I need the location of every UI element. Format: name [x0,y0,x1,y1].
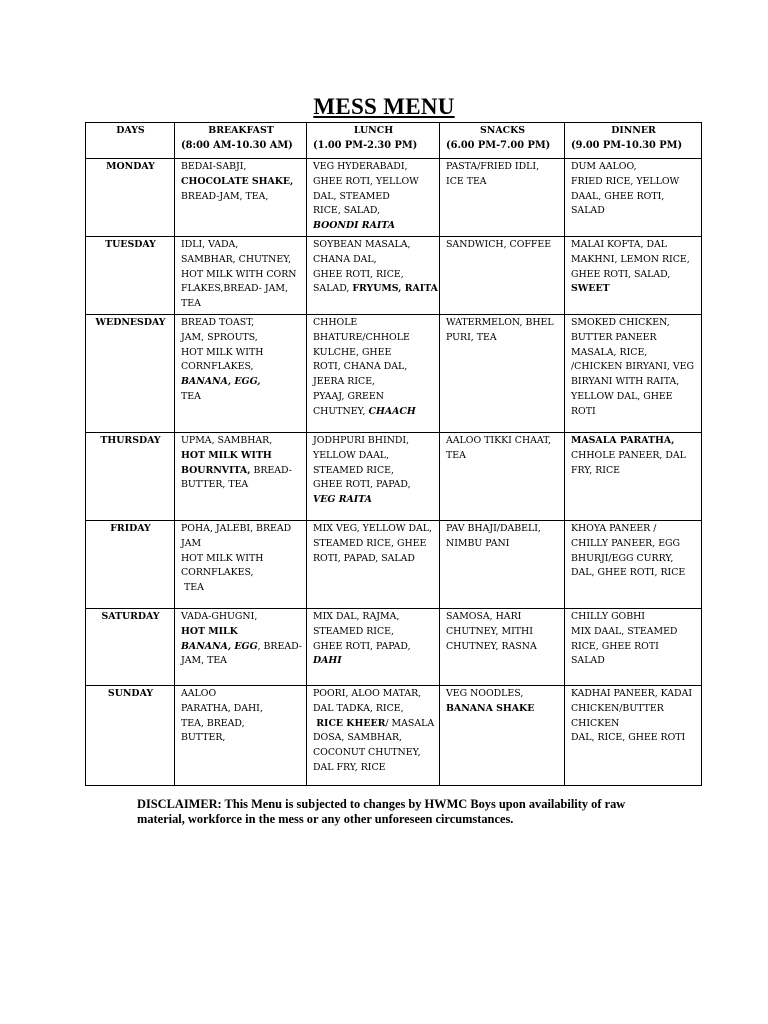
header-dinner-time: (9.00 PM-10.30 PM) [571,139,683,151]
menu-line: FRY, RICE [571,464,620,476]
cell-thursday-dinner [565,432,702,520]
menu-line: ROTI, CHANA DAL, [313,361,408,373]
cell-friday-snacks [440,520,565,608]
menu-line: BEDAI-SABJI, [181,161,247,172]
cell-sunday-snacks [440,685,565,785]
header-days: DAYS [86,123,175,159]
menu-text: FRYUMS, RAITA [352,283,438,295]
menu-line: BIRYANI WITH RAITA, [571,376,680,388]
cell-friday-breakfast [175,520,307,608]
menu-line: SANDWICH, COFFEE [446,238,552,250]
menu-line: KHOYA PANEER / [571,522,657,534]
menu-line: HOT MILK WITH [181,449,272,461]
menu-line: DAL, RICE, GHEE ROTI [571,732,686,744]
menu-line: ROTI, PAPAD, SALAD [313,552,415,564]
header-lunch-name: LUNCH [353,125,394,136]
cell-monday-lunch [307,159,440,237]
menu-line [313,405,434,420]
day-tuesday: TUESDAY [86,236,175,314]
menu-line: /CHICKEN BIRYANI, VEG [571,361,694,373]
menu-line: SALAD [571,655,605,667]
header-row [86,123,702,159]
header-lunch [307,123,440,159]
menu-line: CORNFLAKES, [181,567,254,579]
menu-line: STEAMED RICE, [313,464,394,476]
menu-line: BUTTER, TEA [181,479,249,491]
menu-line: HOT MILK WITH CORN [181,268,297,280]
menu-line: RICE, GHEE ROTI [571,640,659,652]
header-lunch-time: (1.00 PM-2.30 PM) [313,139,418,151]
menu-line: BREAD-JAM, TEA, [181,190,269,202]
disclaimer-line-1: DISCLAIMER: This Menu is subjected to changes by HWMC Boys upon availability of raw [137,797,626,811]
menu-line: SAMOSA, HARI [446,610,522,622]
menu-line: JAM, TEA [181,655,227,667]
row-wednesday [86,314,702,432]
menu-line: BUTTER PANEER [571,331,657,343]
cell-wednesday-breakfast [175,314,307,432]
menu-line: JAM, SPROUTS, [181,331,258,343]
cell-tuesday-breakfast [175,236,307,314]
cell-friday-lunch [307,520,440,608]
menu-line: SOYBEAN MASALA, [313,238,411,250]
menu-line: PYAAJ, GREEN [313,390,384,402]
row-saturday [86,608,702,685]
menu-line: FLAKES,BREAD- JAM, [181,283,288,295]
menu-line: DAHI [313,655,342,667]
day-saturday: SATURDAY [86,608,175,685]
menu-text: SALAD, [313,283,350,295]
menu-line: CORNFLAKES, [181,361,254,373]
menu-line [313,282,438,297]
menu-line: VEG RAITA [313,494,372,506]
header-dinner-name: DINNER [611,125,656,136]
menu-line: TEA [446,449,466,461]
cell-wednesday-lunch [307,314,440,432]
menu-line: SAMBHAR, CHUTNEY, [181,253,292,265]
menu-line: HOT MILK WITH [181,552,264,564]
day-friday: FRIDAY [86,520,175,608]
cell-sunday-breakfast [175,685,307,785]
menu-line: CHILLY GOBHI [571,610,646,622]
menu-line: CHHOLE PANEER, DAL [571,449,686,461]
menu-line: BHATURE/CHHOLE [313,331,410,343]
menu-line: MAKHNI, LEMON RICE, [571,253,690,265]
menu-line: MASALA PARATHA, [571,434,675,446]
menu-line: CHHOLE [313,316,358,328]
menu-line: MIX DAL, RAJMA, [313,610,400,622]
menu-line: RICE, SALAD, [313,205,381,217]
menu-line: CHICKEN/BUTTER [571,702,664,714]
header-snacks-time: (6.00 PM-7.00 PM) [446,139,551,151]
row-tuesday [86,236,702,314]
day-monday: MONDAY [86,159,175,237]
row-friday [86,520,702,608]
menu-line: CHANA DAL, [313,253,377,265]
cell-sunday-dinner [565,685,702,785]
cell-monday-dinner [565,159,702,237]
menu-line: BHURJI/EGG CURRY, [571,552,674,564]
menu-line: MIX VEG, YELLOW DAL, [313,522,432,534]
day-wednesday: WEDNESDAY [86,314,175,432]
menu-text: BOURNVITA, [181,464,251,476]
menu-line: CHICKEN [571,717,620,729]
menu-line: DUM AALOO, [571,161,637,172]
page-title: MESS MENU [313,94,455,119]
mess-menu-table [85,122,702,786]
menu-line: BANANA, EGG, [181,376,261,388]
menu-line [313,717,434,732]
cell-saturday-dinner [565,608,702,685]
menu-line: ROTI [571,405,596,417]
menu-line: PAV BHAJI/DABELI, [446,522,541,534]
menu-line: DAL TADKA, RICE, [313,702,404,714]
menu-text: BREAD- [253,464,292,476]
cell-thursday-breakfast [175,432,307,520]
menu-line: YELLOW DAL, GHEE [571,390,673,402]
menu-line: SWEET [571,283,610,295]
header-breakfast [175,123,307,159]
cell-tuesday-snacks [440,236,565,314]
menu-text: BANANA, EGG [181,640,258,652]
row-thursday [86,432,702,520]
header-snacks [440,123,565,159]
menu-line: CHUTNEY, RASNA [446,640,537,652]
menu-line: DAAL, GHEE ROTI, [571,190,665,202]
menu-line: TEA [181,582,204,594]
menu-line: JEERA RICE, [313,376,376,388]
menu-line: STEAMED RICE, [313,625,394,637]
header-breakfast-name: BREAKFAST [208,125,274,136]
cell-thursday-lunch [307,432,440,520]
menu-line: GHEE ROTI, PAPAD, [313,479,411,491]
menu-line: BREAD TOAST, [181,316,255,328]
menu-line: TEA, BREAD, [181,717,245,729]
header-dinner [565,123,702,159]
menu-text: CHUTNEY, [313,405,366,417]
menu-line: JAM [181,537,202,549]
cell-thursday-snacks [440,432,565,520]
cell-monday-snacks [440,159,565,237]
menu-line: GHEE ROTI, SALAD, [571,268,671,280]
menu-line [181,464,301,479]
menu-line: PARATHA, DAHI, [181,702,263,714]
cell-tuesday-lunch [307,236,440,314]
menu-line: HOT MILK WITH [181,346,264,358]
cell-saturday-lunch [307,608,440,685]
menu-line: BUTTER, [181,732,226,744]
cell-sunday-lunch [307,685,440,785]
menu-line: GHEE ROTI, RICE, [313,268,404,280]
menu-line: AALOO TIKKI CHAAT, [446,434,551,446]
menu-line: HOT MILK [181,625,238,637]
cell-wednesday-dinner [565,314,702,432]
menu-line: PURI, TEA [446,331,497,343]
menu-line: UPMA, SAMBHAR, [181,434,273,446]
menu-line: ICE TEA [446,175,487,187]
menu-line: KULCHE, GHEE [313,346,392,358]
menu-line: MIX DAAL, STEAMED [571,625,678,637]
header-snacks-name: SNACKS [480,125,525,136]
cell-tuesday-dinner [565,236,702,314]
menu-line: PASTA/FRIED IDLI, [446,161,540,172]
menu-line: AALOO [181,687,217,699]
menu-line [181,640,301,655]
menu-line: TEA [181,390,201,402]
menu-text: , BREAD- [257,640,302,652]
menu-line: DAL FRY, RICE [313,761,386,773]
row-monday [86,159,702,237]
menu-line: COCONUT CHUTNEY, [313,747,421,759]
menu-line: VEG NOODLES, [446,687,524,699]
cell-saturday-snacks [440,608,565,685]
menu-line: KADHAI PANEER, KADAI [571,687,693,699]
cell-saturday-breakfast [175,608,307,685]
menu-text: / MASALA [385,717,435,729]
menu-text: BANANA, EGG [181,376,258,388]
cell-wednesday-snacks [440,314,565,432]
menu-line: VADA-GHUGNI, [181,610,258,622]
menu-line: FRIED RICE, YELLOW [571,175,680,187]
menu-line: DAL, STEAMED [313,190,390,202]
disclaimer-line-2: material, workforce in the mess or any other unforeseen circumstances. [137,812,514,826]
cell-friday-dinner [565,520,702,608]
menu-line: YELLOW DAAL, [313,449,390,461]
menu-line: STEAMED RICE, GHEE [313,537,427,549]
menu-line: BOONDI RAITA [313,220,395,232]
day-sunday: SUNDAY [86,685,175,785]
menu-line: IDLI, VADA, [181,238,239,250]
menu-line: MALAI KOFTA, DAL [571,238,667,250]
menu-line: WATERMELON, BHEL [446,316,554,328]
menu-line: GHEE ROTI, PAPAD, [313,640,411,652]
menu-line: POORI, ALOO MATAR, [313,687,422,699]
cell-monday-breakfast [175,159,307,237]
menu-line: POHA, JALEBI, BREAD [181,522,292,534]
menu-line: VEG HYDERABADI, [313,161,408,172]
menu-text: CHAACH [368,405,416,417]
menu-line: SMOKED CHICKEN, [571,316,670,328]
menu-line: JODHPURI BHINDI, [313,434,410,446]
menu-text: RICE KHEER [313,717,386,729]
menu-line: CHILLY PANEER, EGG [571,537,681,549]
menu-line: BANANA SHAKE [446,702,535,714]
row-sunday [86,685,702,785]
menu-line: TEA [181,298,201,310]
menu-line: CHOCOLATE SHAKE, [181,175,294,187]
menu-line: SALAD [571,205,605,217]
disclaimer [137,797,697,827]
menu-line: DOSA, SAMBHAR, [313,732,403,744]
day-thursday: THURSDAY [86,432,175,520]
menu-line: MASALA, RICE, [571,346,648,358]
menu-line: GHEE ROTI, YELLOW [313,175,419,187]
menu-line: NIMBU PANI [446,537,510,549]
menu-line: DAL, GHEE ROTI, RICE [571,567,686,579]
menu-line: CHUTNEY, MITHI [446,625,533,637]
header-breakfast-time: (8:00 AM-10.30 AM) [181,139,293,151]
